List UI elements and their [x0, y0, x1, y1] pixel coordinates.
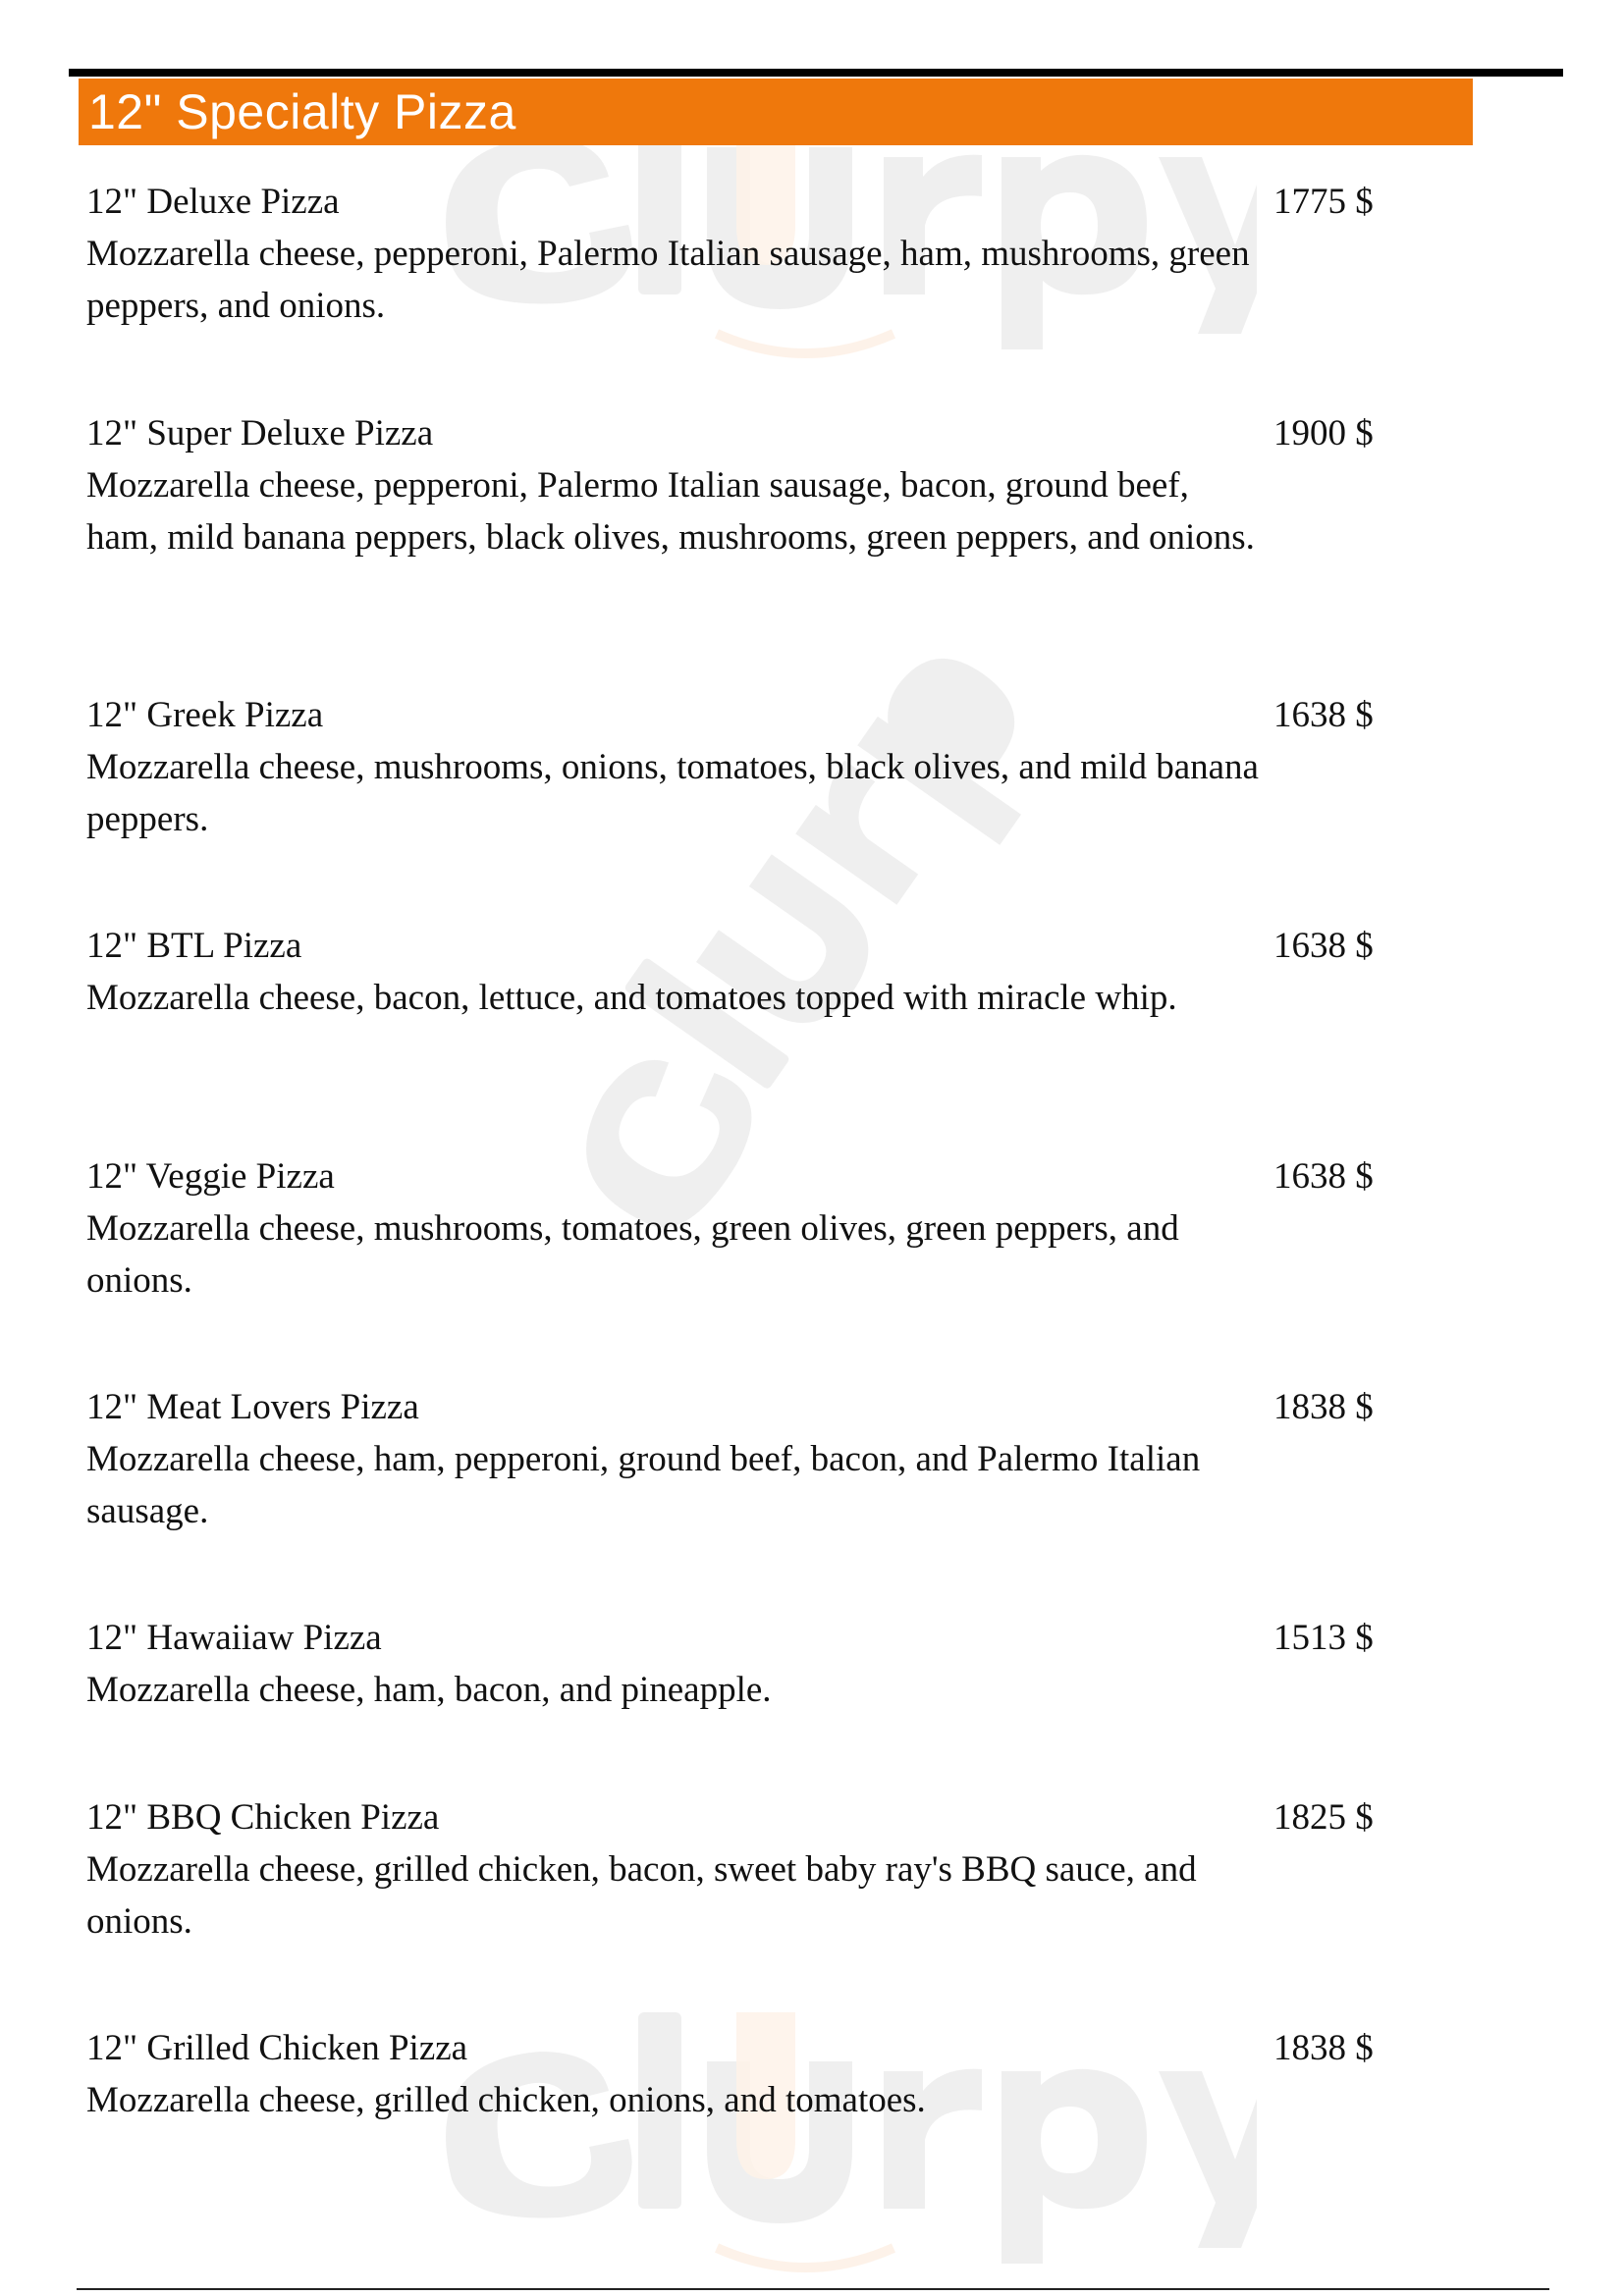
menu-item [86, 921, 1422, 1024]
item-name: 12" Greek Pizza [86, 695, 324, 735]
item-name: 12" BBQ Chicken Pizza [86, 1797, 440, 1838]
item-description: Mozzarella cheese, ham, pepperoni, ground beef, bacon, and Palermo Italian sausage. [86, 1439, 1201, 1531]
item-name: 12" Deluxe Pizza [86, 182, 340, 222]
section-header [79, 79, 1473, 145]
item-price: 1838 $ [1273, 1387, 1374, 1427]
item-description: Mozzarella cheese, pepperoni, Palermo Italian sausage, ham, mushrooms, green peppers, and onions. [86, 234, 1250, 326]
menu-item [86, 177, 1422, 332]
item-description: Mozzarella cheese, ham, bacon, and pineapple. [86, 1670, 772, 1710]
item-name: 12" Meat Lovers Pizza [86, 1387, 419, 1427]
menu-item [86, 1792, 1422, 1948]
item-name: 12" BTL Pizza [86, 926, 302, 966]
top-rule [69, 69, 1563, 77]
bottom-rule [77, 2288, 1549, 2290]
item-price: 1825 $ [1273, 1797, 1374, 1838]
item-description: Mozzarella cheese, mushrooms, tomatoes, green olives, green peppers, and onions. [86, 1208, 1179, 1301]
item-description: Mozzarella cheese, grilled chicken, onions, and tomatoes. [86, 2080, 926, 2120]
menu-item [86, 1151, 1422, 1307]
section-title: 12" Specialty Pizza [88, 84, 516, 139]
item-name: 12" Hawaiiaw Pizza [86, 1618, 382, 1658]
menu-item [86, 690, 1422, 845]
item-description: Mozzarella cheese, mushrooms, onions, tomatoes, black olives, and mild banana peppers. [86, 747, 1259, 839]
item-name: 12" Veggie Pizza [86, 1156, 335, 1197]
item-name: 12" Super Deluxe Pizza [86, 413, 434, 454]
menu-item [86, 408, 1422, 563]
item-price: 1838 $ [1273, 2028, 1374, 2068]
item-price: 1900 $ [1273, 413, 1374, 454]
item-price: 1775 $ [1273, 182, 1374, 222]
item-price: 1638 $ [1273, 695, 1374, 735]
item-name: 12" Grilled Chicken Pizza [86, 2028, 468, 2068]
menu-item [86, 1382, 1422, 1537]
item-description: Mozzarella cheese, grilled chicken, bacon, sweet baby ray's BBQ sauce, and onions. [86, 1849, 1197, 1942]
item-price: 1638 $ [1273, 1156, 1374, 1197]
item-description: Mozzarella cheese, bacon, lettuce, and tomatoes topped with miracle whip. [86, 978, 1177, 1018]
item-price: 1638 $ [1273, 926, 1374, 966]
menu-item [86, 2023, 1422, 2126]
item-price: 1513 $ [1273, 1618, 1374, 1658]
item-description: Mozzarella cheese, pepperoni, Palermo Italian sausage, bacon, ground beef, ham, mild banana peppers, black olives, mushrooms, green peppers, and onions. [86, 465, 1255, 558]
menu-item [86, 1613, 1422, 1716]
